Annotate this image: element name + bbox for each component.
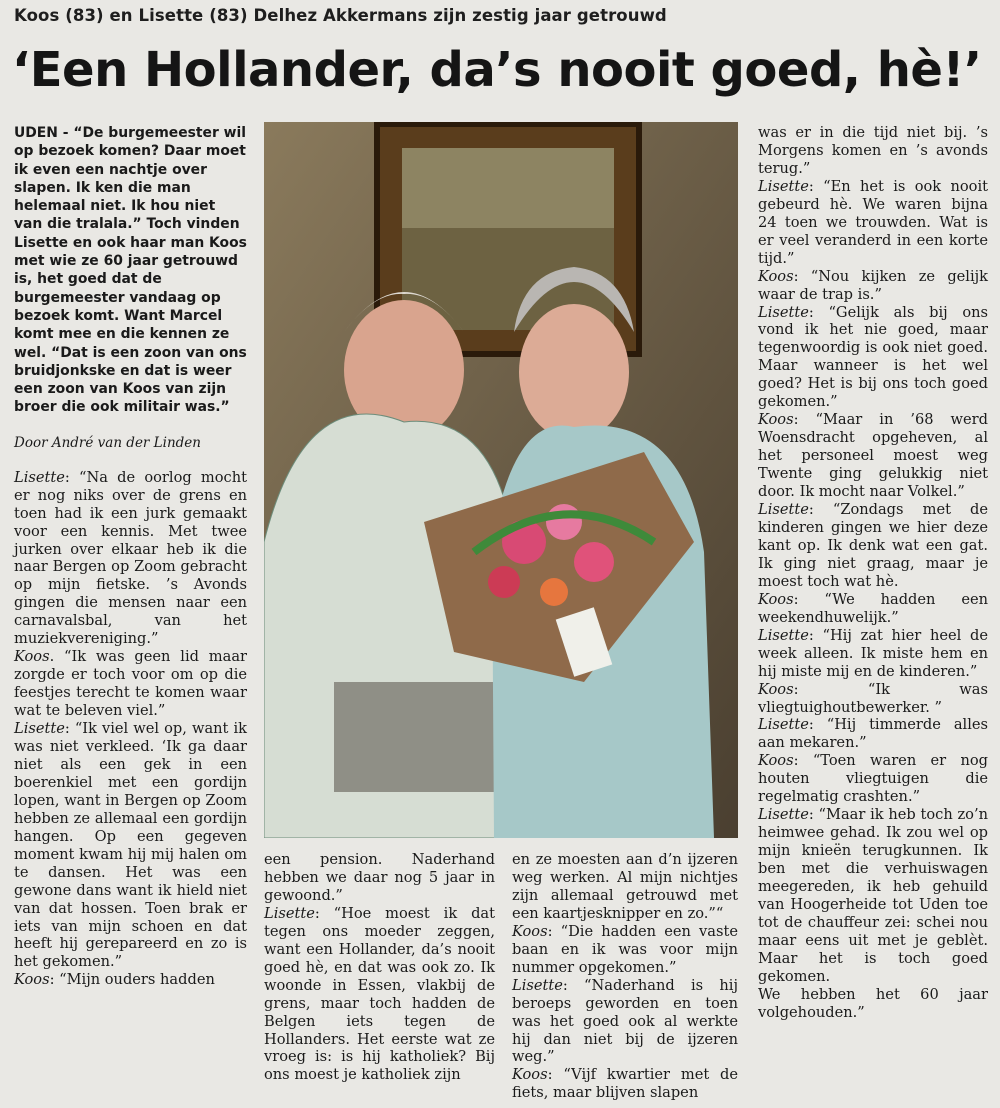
paragraph-text: : “Die hadden een vaste baan en ik was voor mijn nummer opgekomen.” [512,922,738,976]
paragraph-text: : “Toen waren er nog houten vliegtuigen die regelmatig crashten.” [758,752,988,806]
paragraph-text: : “Hij zat hier heel de week alleen. Ik miste hem en hij miste mij en de kinderen.” [758,626,988,680]
article-column-2 [264,851,495,1084]
paragraph [758,268,988,304]
paragraph [758,501,988,591]
speaker-name: Koos [14,971,50,989]
paragraph-text: : “Mijn ouders hadden [49,971,215,989]
paragraph-text: : “En het is ook nooit gebeurd hè. We waren bijna 24 toen we trouwden. Wat is er veel veranderd in een korte tijd.” [758,177,988,267]
article-column-1 [14,124,247,989]
paragraph [758,752,988,806]
paragraph-text: We hebben het 60 jaar volgehouden.” [758,985,988,1021]
paragraph-text: : “We hadden een weekendhuwelijk.” [758,590,988,626]
speaker-name: Lisette [758,303,809,321]
paragraph-text: : “Maar in ’68 werd Woensdracht opgeheven, al het personeel moest weg Twente ging gelukkig niet door. Ik mocht naar Volkel.” [758,411,988,501]
paragraph-text: een pension. Naderhand hebben we daar nog 5 jaar in gewoond.” [264,851,495,904]
paragraph [264,905,495,1085]
paragraph [758,178,988,268]
paragraph [758,124,988,178]
paragraph [14,469,247,649]
paragraph-text: : “Ik was vliegtuighoutbewerker. ” [758,680,988,716]
speaker-name: Koos [758,411,794,429]
paragraph [758,716,988,752]
speaker-name: Lisette [14,468,65,486]
paragraph-text: : “Zondags met de kinderen gingen we hier deze kant op. Ik denk wat een gat. Ik ging niet graag, maar je moest toch wat hè. [758,501,988,590]
speaker-name: Lisette [758,626,809,644]
speaker-name: Koos [512,922,548,940]
paragraph [512,851,738,923]
paragraph [264,851,495,905]
paragraph [758,681,988,717]
paragraph-text: : “Naderhand is hij beroeps geworden en toen was het goed ook al werkte hij dan niet bij de ijzeren weg.” [512,976,738,1066]
speaker-name: Lisette [758,716,809,734]
speaker-name: Koos [758,267,794,285]
paragraph-text: : “Hoe moest ik dat tegen ons moeder zeggen, want een Hollander, da’s nooit goed hè, en dat was ook zo. Ik woonde in Essen, vlakbij de grens, maar toch hadden de Belgen iets tegen de Hollanders. Het eerste wat ze vroeg is: is hij katholiek? Bij ons moest je katholiek zijn [264,904,495,1084]
paragraph [758,986,988,1022]
paragraph-text: : “Na de oorlog mocht er nog niks over de grens en toen had ik een jurk gemaakt voor een kennis. Met twee jurken over elkaar heb ik die naar Bergen op Zoom gebracht op mijn fietske. ’s Avonds gingen die mensen naar een carnavalsbal, van het muziekvereniging.” [14,468,247,648]
speaker-name: Lisette [758,177,809,195]
speaker-name: Lisette [264,904,315,922]
paragraph-text: en ze moesten aan d’n ijzeren weg werken. Al mijn nichtjes zijn allemaal getrouwd met een kaartjesknipper en zo.”“ [512,851,738,922]
paragraph-text: : “Nou kijken ze gelijk waar de trap is.” [758,267,988,303]
photo-illustration [264,122,738,838]
paragraph-text: : “Ik viel wel op, want ik was niet verkleed. ‘Ik ga daar niet als een gek in een boerenkiel met een gordijn lopen, want in Bergen op Zoom hebben ze allemaal een gordijn hangen. Op een gegeven moment kwam hij mij halen om te dansen. Het was een gewone dans want ik hield niet van dat hossen. Toen brak er iets van mijn schoen en dat heeft hij gerepareerd en zo is het gekomen.” [14,720,247,971]
speaker-name: Lisette [14,720,65,738]
paragraph-text: : “Hij timmerde alles aan mekaren.” [758,716,988,752]
speaker-name: Koos [758,680,794,698]
paragraph-text: . “Ik was geen lid maar zorgde er toch voor om op die feestjes terecht te komen waar wat te beleven viel.” [14,648,247,720]
paragraph [758,411,988,501]
article-column-3 [512,851,738,1102]
speaker-name: Lisette [512,976,563,994]
speaker-name: Koos [758,590,794,608]
couple-photo [264,122,738,838]
paragraph [758,627,988,681]
paragraph [758,806,988,986]
paragraph-text: : “Maar ik heb toch zo’n heimwee gehad. Ik zou wel op mijn knieën terugkunnen. Ik ben met die verhuiswagen meegereden, ik heb gehuild van Hoogerheide tot Uden toe tot de chauffeur zei: schei nou maar eens uit met je geblèt. Maar het is toch goed gekomen. [758,806,988,985]
speaker-name: Koos [758,752,794,770]
article-column-4 [758,124,988,1022]
paragraph [512,977,738,1067]
paragraph [14,720,247,971]
speaker-name: Lisette [758,806,809,824]
paragraph [758,304,988,412]
speaker-name: Koos [512,1066,548,1084]
kicker: Koos (83) en Lisette (83) Delhez Akkermans zijn zestig jaar getrouwd [14,6,667,25]
lead-paragraph: UDEN - “De burgemeester wil op bezoek komen? Daar moet ik even een nachtje over slapen. Ik ken die man helemaal niet. Ik hou niet van die tralala.” Toch vinden Lisette en ook haar man Koos met wie ze 60 jaar getrouwd is, het goed dat de burgemeester vandaag op bezoek komt. Want Marcel komt mee en die kennen ze wel. “Dat is een zoon van ons bruidjonkske en dat is weer een zoon van Koos van zijn broer die ook militair was.” [14,125,247,416]
speaker-name: Lisette [758,501,809,519]
paragraph [758,591,988,627]
speaker-name: Koos [14,648,50,666]
paragraph-text: was er in die tijd niet bij. ’s Morgens komen en ’s avonds terug.” [758,124,988,177]
paragraph [14,648,247,720]
headline: ‘Een Hollander, da’s nooit goed, hè!’ [12,42,982,98]
byline: Door André van der Linden [14,434,201,451]
paragraph [512,1066,738,1102]
paragraph [512,923,738,977]
paragraph [14,971,247,989]
paragraph-text: : “Gelijk als bij ons vond ik het nie goed, maar tegenwoordig is ook niet goed. Maar wanneer is het wel goed? Het is bij ons toch goed gekomen.” [758,303,988,411]
paragraph-text: : “Vijf kwartier met de fiets, maar blijven slapen [512,1066,738,1102]
